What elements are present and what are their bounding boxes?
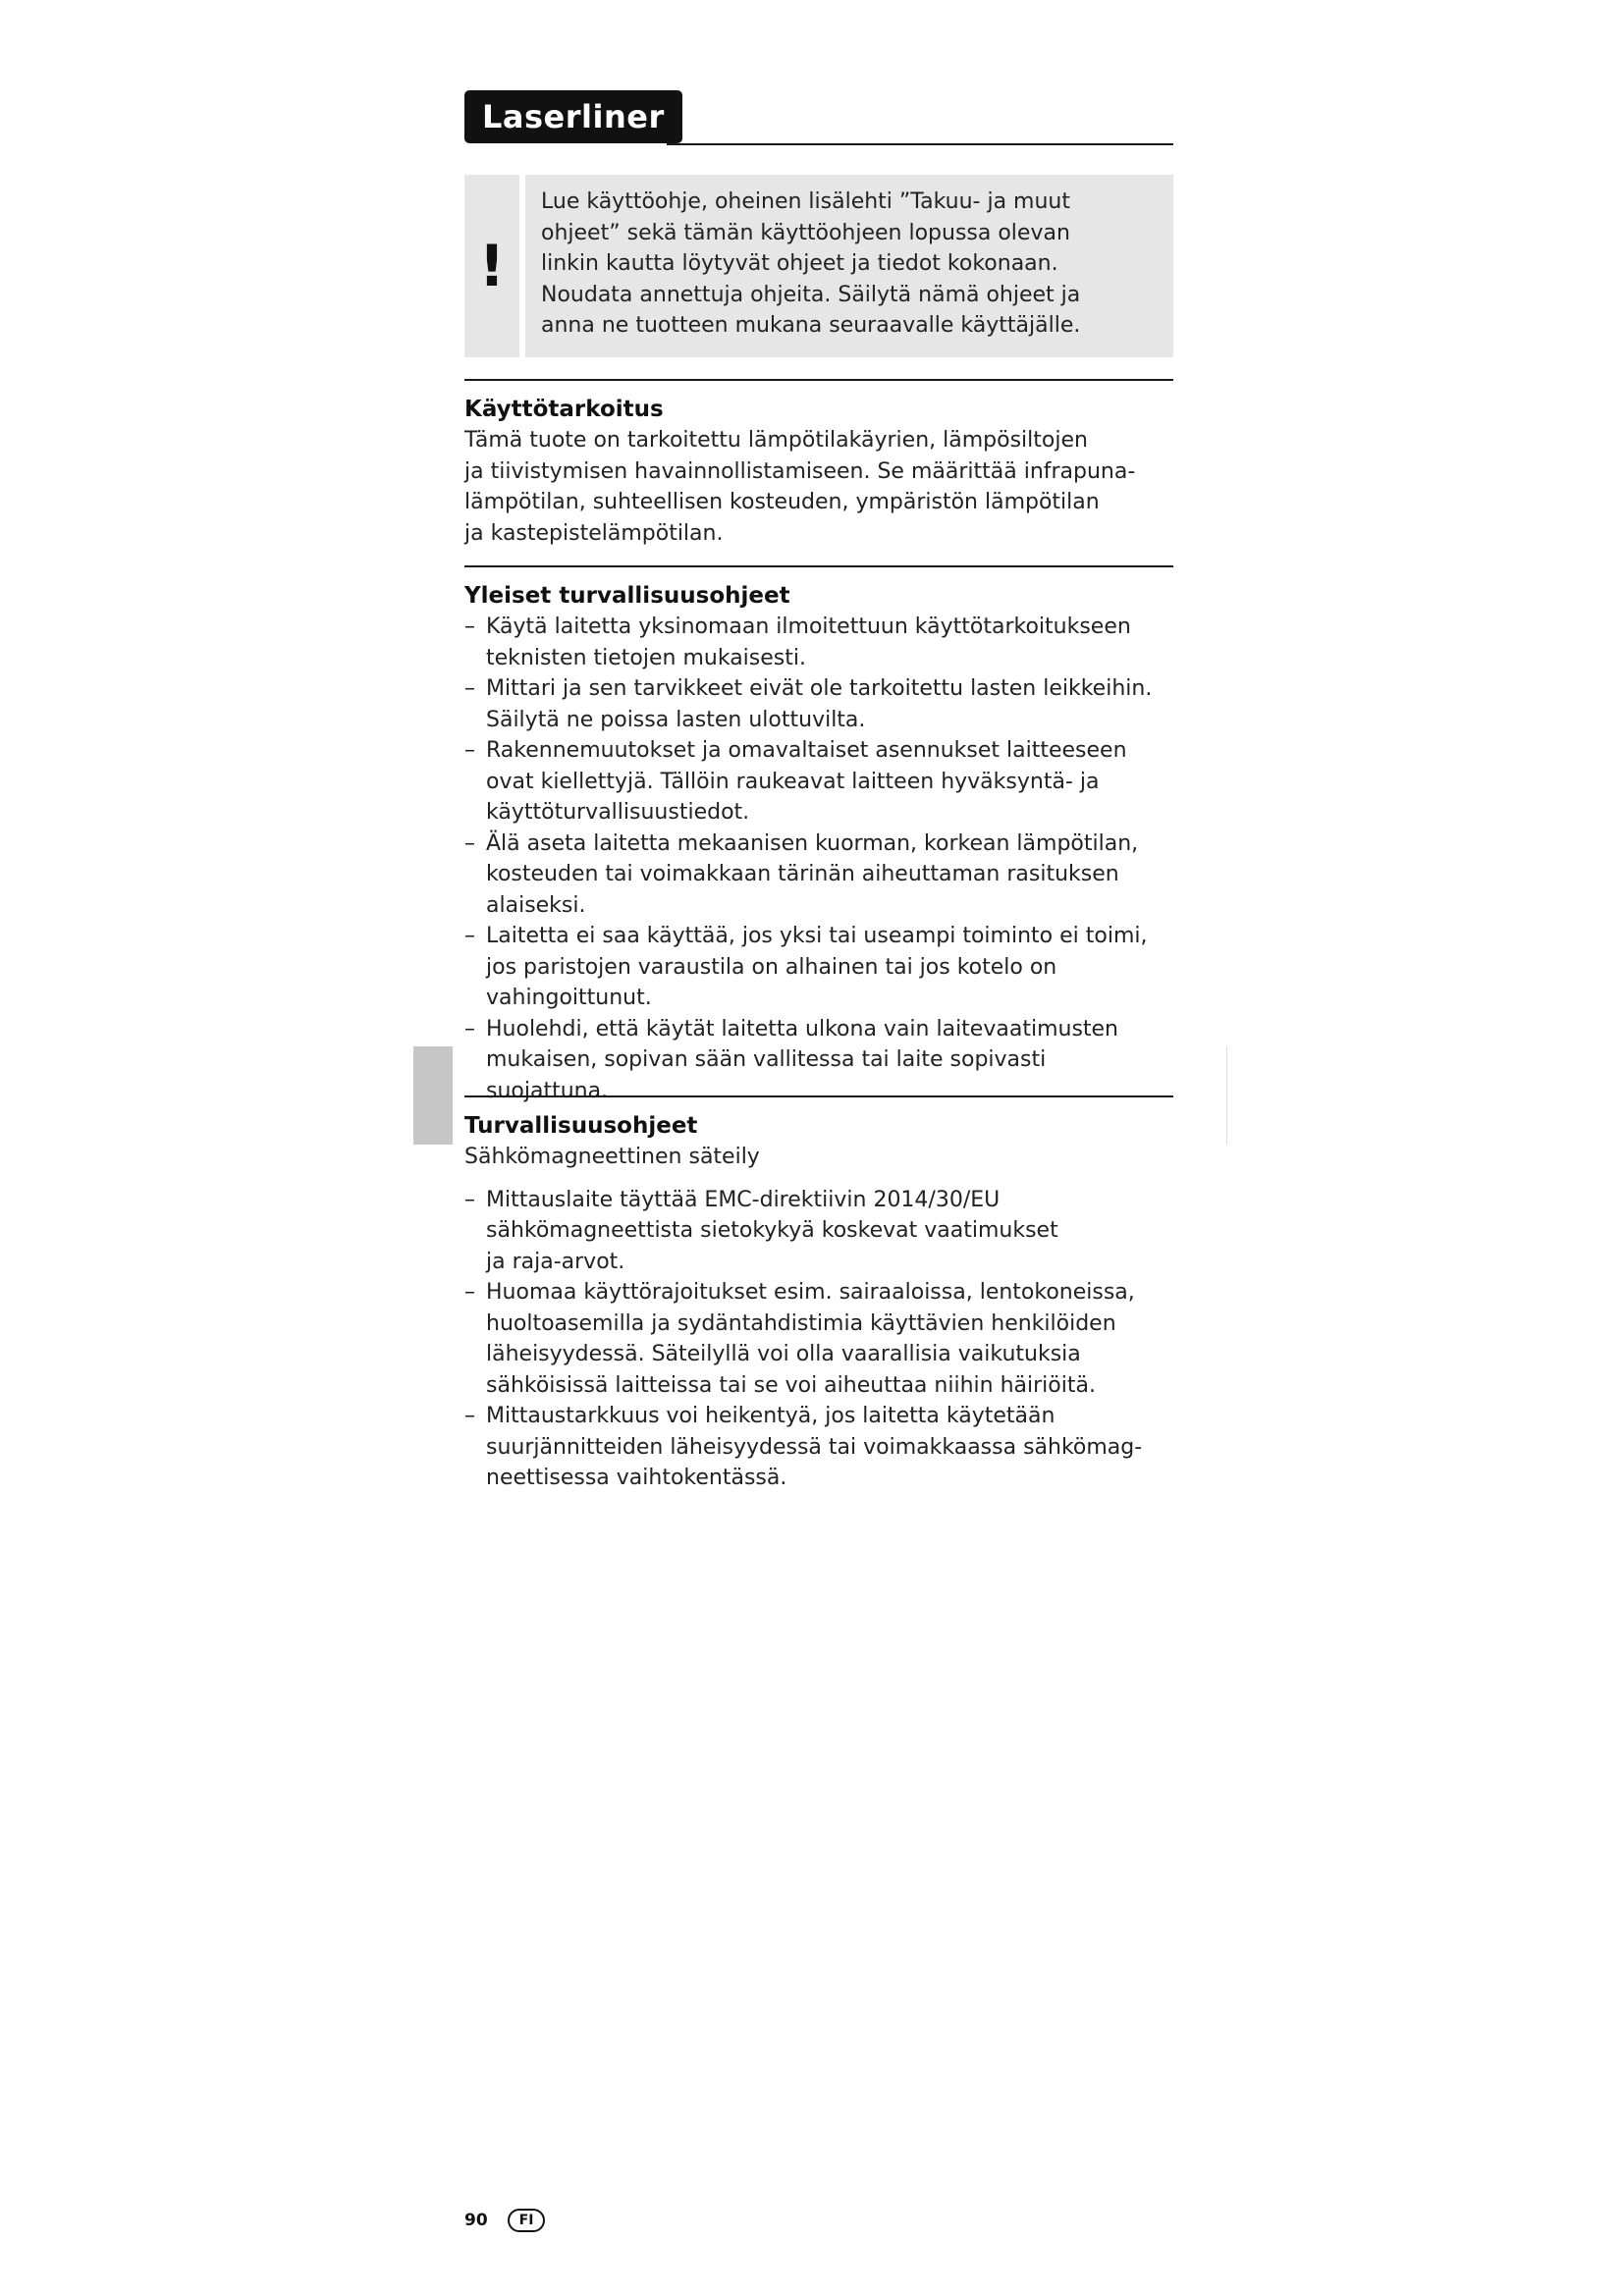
item-line: jos paristojen varaustila on alhainen tai jos kotelo on (486, 954, 1057, 980)
intended-use-section (464, 379, 1173, 549)
list-item (464, 612, 1173, 673)
item-line: Säilytä ne poissa lasten ulottuvilta. (486, 707, 866, 732)
item-line: teknisten tietojen mukaisesti. (486, 645, 806, 670)
body-line: ja kastepistelämpötilan. (464, 520, 724, 546)
notice-line: anna ne tuotteen mukana seuraavalle käyttäjälle. (541, 313, 1081, 338)
item-line: suurjännitteiden läheisyydessä tai voimakkaassa sähkömag- (486, 1434, 1143, 1460)
warning-exclamation-icon: ! (464, 175, 519, 357)
item-line: huoltoasemilla ja sydäntahdistimia käyttävien henkilöiden (486, 1310, 1116, 1336)
page-header (464, 90, 1173, 145)
list-item (464, 921, 1173, 1014)
notice-line: Lue käyttöohje, oheinen lisälehti ”Takuu- ja muut (541, 189, 1070, 214)
side-margin-line (1226, 1046, 1227, 1145)
item-line: sähköisissä laitteissa tai se voi aiheuttaa niihin häiriöitä. (486, 1372, 1096, 1398)
dash-bullet: – (464, 614, 475, 639)
dash-bullet: – (464, 1187, 475, 1212)
item-line: läheisyydessä. Säteilyllä voi olla vaarallisia vaikutuksia (486, 1342, 1081, 1366)
general-safety-section (464, 565, 1173, 1106)
section-title: Yleiset turvallisuusohjeet (464, 583, 790, 609)
item-line: alaiseksi. (486, 892, 586, 918)
safety-list (464, 1185, 1173, 1494)
dash-bullet: – (464, 1404, 475, 1428)
item-line: sähkömagneettista sietokykyä koskevat vaatimukset (486, 1218, 1058, 1243)
dash-bullet: – (464, 738, 475, 763)
safety-section (464, 1095, 1173, 1494)
dash-bullet: – (464, 830, 475, 856)
section-subtitle: Sähkömagneettinen säteily (464, 1145, 760, 1169)
item-line: Mittari ja sen tarvikkeet eivät ole tarkoitettu lasten leikkeihin. (486, 676, 1153, 701)
section-rule (464, 565, 1173, 567)
section-body (464, 425, 1173, 549)
item-line: Laitetta ei saa käyttää, jos yksi tai useampi toiminto ei toimi, (486, 924, 1148, 948)
section-title: Turvallisuusohjeet (464, 1113, 698, 1139)
item-line: kosteuden tai voimakkaan tärinän aiheuttaman rasituksen (486, 862, 1119, 886)
list-item (464, 1401, 1173, 1494)
item-line: Huolehdi, että käytät laitetta ulkona vain laitevaatimusten (486, 1016, 1119, 1041)
list-item (464, 735, 1173, 828)
list-item (464, 673, 1173, 735)
item-line: Mittaustarkkuus voi heikentyä, jos laitetta käytetään (486, 1404, 1056, 1428)
item-line: mukaisen, sopivan sään vallitessa tai laite sopivasti suojattuna. (486, 1047, 1047, 1103)
body-line: Tämä tuote on tarkoitettu lämpötilakäyrien, lämpösiltojen (464, 428, 1088, 453)
side-index-tab (413, 1046, 453, 1145)
item-line: Huomaa käyttörajoitukset esim. sairaaloissa, lentokoneissa, (486, 1280, 1135, 1305)
notice-line: Noudata annettuja ohjeita. Säilytä nämä ohjeet ja (541, 282, 1081, 307)
page-footer (464, 2209, 545, 2232)
page-number: 90 (464, 2211, 488, 2230)
notice-text (525, 175, 1173, 357)
section-rule (464, 379, 1173, 381)
item-line: käyttöturvallisuustiedot. (486, 800, 750, 825)
notice-line: ohjeet” sekä tämän käyttöohjeen lopussa olevan (541, 220, 1070, 245)
notice-line: linkin kautta löytyvät ohjeet ja tiedot kokonaan. (541, 251, 1058, 276)
header-rule (667, 143, 1173, 145)
item-line: Käytä laitetta yksinomaan ilmoitettuun käyttötarkoitukseen (486, 614, 1131, 639)
item-line: Rakennemuutokset ja omavaltaiset asennukset laitteeseen (486, 738, 1127, 763)
section-title: Käyttötarkoitus (464, 397, 664, 422)
notice-box (464, 175, 1173, 357)
dash-bullet: – (464, 1280, 475, 1305)
dash-bullet: – (464, 924, 475, 948)
language-badge: FI (508, 2209, 546, 2232)
item-line: ovat kiellettyjä. Tällöin raukeavat laitteen hyväksyntä- ja (486, 769, 1100, 794)
body-line: lämpötilan, suhteellisen kosteuden, ympäristön lämpötilan (464, 490, 1100, 514)
list-item (464, 828, 1173, 922)
list-item (464, 1185, 1173, 1278)
dash-bullet: – (464, 1016, 475, 1041)
dash-bullet: – (464, 676, 475, 701)
manual-page (464, 90, 1173, 1490)
item-line: vahingoittunut. (486, 986, 652, 1010)
body-line: ja tiivistymisen havainnollistamiseen. Se määrittää infrapuna- (464, 458, 1136, 484)
list-item (464, 1014, 1173, 1107)
section-rule (464, 1095, 1173, 1097)
item-line: ja raja-arvot. (486, 1249, 625, 1274)
item-line: neettisessa vaihtokentässä. (486, 1466, 787, 1490)
item-line: Mittauslaite täyttää EMC-direktiivin 2014/30/EU (486, 1187, 1001, 1212)
list-item (464, 1277, 1173, 1401)
brand-logo: Laserliner (464, 90, 682, 143)
item-line: Älä aseta laitetta mekaanisen kuorman, korkean lämpötilan, (486, 830, 1139, 856)
general-safety-list (464, 612, 1173, 1106)
